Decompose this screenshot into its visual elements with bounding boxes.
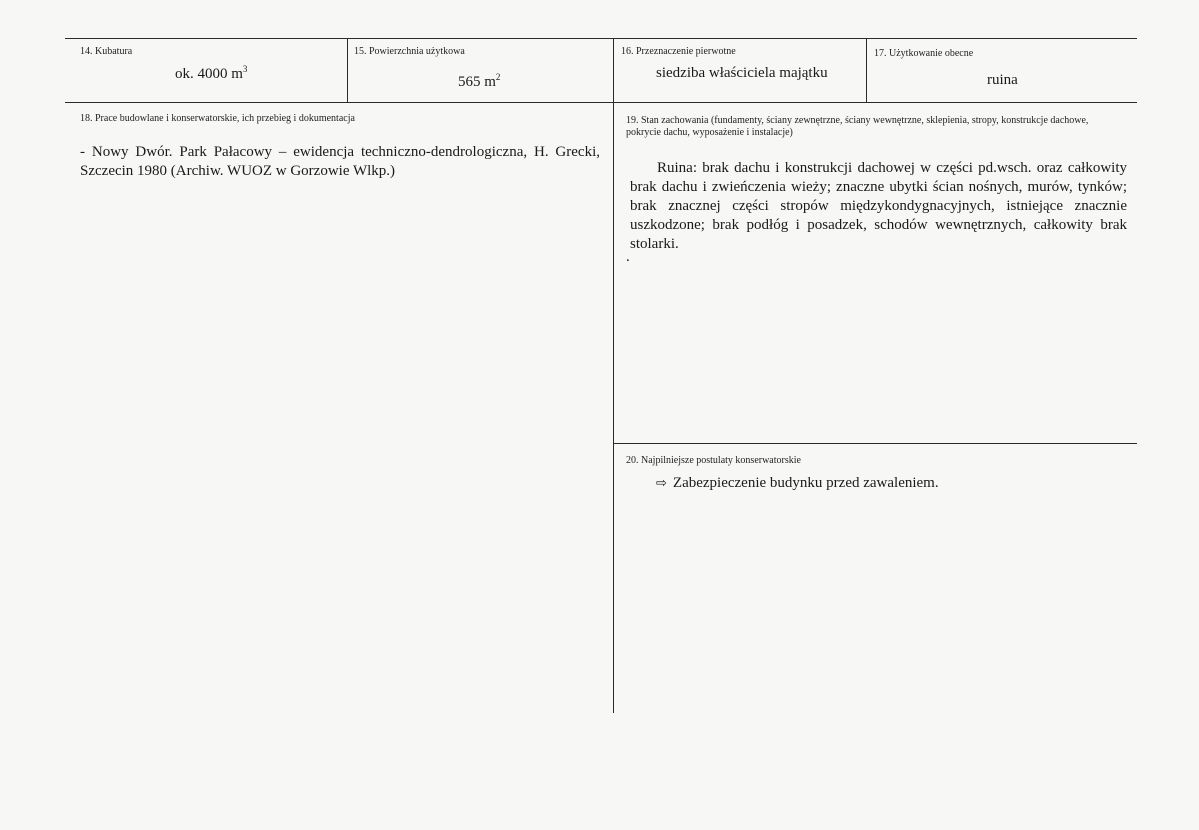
- field-15-value: [458, 73, 500, 91]
- field-17-value: ruina: [987, 72, 1018, 88]
- field-14-label: 14. Kubatura: [80, 46, 133, 57]
- field-19-dot: .: [626, 249, 630, 265]
- field-18-label: 18. Prace budowlane i konserwatorskie, ich przebieg i dokumentacja: [80, 113, 355, 124]
- field-16-value: siedziba właściciela majątku: [656, 65, 828, 81]
- kubatura-unit-exponent: 3: [242, 64, 248, 74]
- field-16-label: 16. Przeznaczenie pierwotne: [621, 46, 736, 57]
- kubatura-value: ok. 4000 m: [175, 66, 243, 82]
- powierzchnia-value: 565 m: [458, 74, 496, 90]
- field-19-text: Ruina: brak dachu i konstrukcji dachowej w części pd.wsch. oraz całkowity brak dachu i zwieńczenia wieży; znaczne ubytki ścian nośnych, murów, tynków; brak znacznej części stropów międzykondygnacyjnych, istniejące znacznie uszkodzone; brak podłóg i posadzek, schodów wewnętrznych, całkowity brak stolarki.: [630, 160, 1127, 252]
- field-20-label: 20. Najpilniejsze postulaty konserwatorskie: [626, 455, 801, 466]
- col-divider-3: [866, 38, 867, 102]
- col-divider-1: [347, 38, 348, 102]
- field-20-text: [656, 474, 939, 493]
- row-divider: [65, 102, 1137, 103]
- arrow-right-icon: ⇨: [656, 476, 667, 491]
- powierzchnia-unit-exponent: 2: [495, 72, 501, 82]
- section-20-divider: [613, 443, 1137, 444]
- field-17-label: 17. Użytkowanie obecne: [874, 48, 974, 59]
- postulat-text: Zabezpieczenie budynku przed zawaleniem.: [672, 475, 939, 491]
- field-18-text: - Nowy Dwór. Park Pałacowy – ewidencja techniczno-dendrologiczna, H. Grecki, Szczecin 1980 (Archiw. WUOZ w Gorzowie Wlkp.): [80, 144, 600, 179]
- field-19-label: 19. Stan zachowania (fundamenty, ściany zewnętrzne, ściany wewnętrzne, sklepienia, stropy, konstrukcje dachowe, pokrycie dachu, wyposażenie i instalacje): [626, 115, 1089, 138]
- col-divider-main: [613, 38, 614, 713]
- top-rule: [65, 38, 1137, 39]
- field-15-label: 15. Powierzchnia użytkowa: [354, 46, 465, 57]
- field-14-value: [175, 65, 247, 83]
